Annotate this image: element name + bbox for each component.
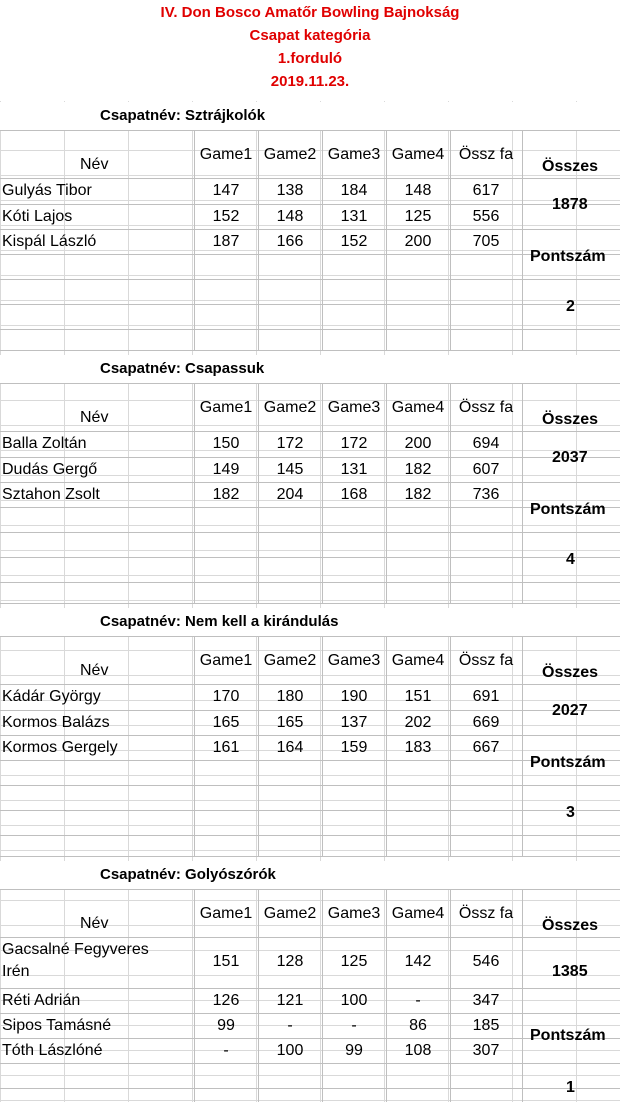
header-total: Összes	[542, 917, 599, 934]
score-cell: 108	[404, 1042, 432, 1059]
header-sum: Össz fa	[458, 146, 514, 163]
sum-cell: 736	[472, 486, 500, 503]
score-cell: 183	[404, 739, 432, 756]
score-cell: 200	[404, 233, 432, 250]
header-game4: Game4	[391, 399, 445, 416]
score-cell: 204	[276, 486, 304, 503]
header-name: Név	[80, 156, 109, 173]
score-cell: 200	[404, 435, 432, 452]
player-name: Dudás Gergő	[2, 461, 98, 478]
score-cell: 172	[340, 435, 368, 452]
championship-title: IV. Don Bosco Amatőr Bowling Bajnokság	[160, 4, 460, 21]
score-cell: 138	[276, 182, 304, 199]
sum-cell: 669	[472, 714, 500, 731]
score-cell: 182	[404, 486, 432, 503]
team-points: 1	[566, 1079, 575, 1096]
score-cell: -	[351, 1017, 357, 1034]
team-name: Sztrájkolók	[185, 107, 266, 124]
header-game1: Game1	[199, 652, 253, 669]
score-cell: 159	[340, 739, 368, 756]
header-name: Név	[80, 915, 109, 932]
score-cell: 145	[276, 461, 304, 478]
header-total: Összes	[542, 664, 599, 681]
header-game1: Game1	[199, 146, 253, 163]
score-cell: -	[223, 1042, 229, 1059]
team-label: Csapatnév:	[100, 613, 181, 630]
score-cell: 164	[276, 739, 304, 756]
category-title: Csapat kategória	[249, 27, 371, 44]
sum-cell: 307	[472, 1042, 500, 1059]
sum-cell: 347	[472, 992, 500, 1009]
player-name: Sipos Tamásné	[2, 1017, 112, 1034]
player-name: Gacsalné Fegyveres	[2, 941, 149, 958]
header-game1: Game1	[199, 905, 253, 922]
score-cell: 125	[340, 953, 368, 970]
header-name: Név	[80, 409, 109, 426]
player-name: Réti Adrián	[2, 992, 81, 1009]
score-cell: 180	[276, 688, 304, 705]
player-name: Tóth Lászlóné	[2, 1042, 103, 1059]
team-title	[0, 608, 620, 636]
score-cell: 137	[340, 714, 368, 731]
player-name: Sztahon Zsolt	[2, 486, 100, 503]
score-table	[0, 889, 620, 1102]
score-cell: 184	[340, 182, 368, 199]
team-title	[0, 355, 620, 383]
points-label: Pontszám	[530, 248, 606, 265]
score-cell: 165	[276, 714, 304, 731]
header-game1: Game1	[199, 399, 253, 416]
team-label: Csapatnév:	[100, 360, 181, 377]
score-table	[0, 636, 620, 856]
score-cell: 151	[404, 688, 432, 705]
score-cell: 125	[404, 208, 432, 225]
sum-cell: 667	[472, 739, 500, 756]
header-game3: Game3	[327, 146, 381, 163]
team-total: 1385	[552, 963, 588, 980]
header-sum: Össz fa	[458, 905, 514, 922]
score-cell: 131	[340, 461, 368, 478]
player-name: Kádár György	[2, 688, 101, 705]
score-cell: 148	[276, 208, 304, 225]
header-game3: Game3	[327, 652, 381, 669]
score-table	[0, 383, 620, 603]
sum-cell: 556	[472, 208, 500, 225]
sum-cell: 705	[472, 233, 500, 250]
score-cell: -	[287, 1017, 293, 1034]
header-game2: Game2	[263, 905, 317, 922]
score-cell: 168	[340, 486, 368, 503]
header-game4: Game4	[391, 652, 445, 669]
team-title	[0, 102, 620, 130]
sum-cell: 185	[472, 1017, 500, 1034]
score-cell: 172	[276, 435, 304, 452]
header-sum: Össz fa	[458, 399, 514, 416]
header-game3: Game3	[327, 399, 381, 416]
sum-cell: 607	[472, 461, 500, 478]
points-label: Pontszám	[530, 754, 606, 771]
sum-cell: 546	[472, 953, 500, 970]
score-cell: 149	[212, 461, 240, 478]
header-game2: Game2	[263, 399, 317, 416]
header-total: Összes	[542, 411, 599, 428]
score-cell: 161	[212, 739, 240, 756]
team-label: Csapatnév:	[100, 866, 181, 883]
player-name: Kormos Balázs	[2, 714, 110, 731]
player-name: Balla Zoltán	[2, 435, 87, 452]
header-game2: Game2	[263, 652, 317, 669]
team-label: Csapatnév:	[100, 107, 181, 124]
score-table	[0, 130, 620, 350]
header-sum: Össz fa	[458, 652, 514, 669]
score-cell: 86	[409, 1017, 427, 1034]
score-cell: 148	[404, 182, 432, 199]
score-cell: 150	[212, 435, 240, 452]
score-cell: 152	[212, 208, 240, 225]
points-label: Pontszám	[530, 1027, 606, 1044]
header-name: Név	[80, 662, 109, 679]
score-cell: 126	[212, 992, 240, 1009]
sum-cell: 691	[472, 688, 500, 705]
player-name: Kóti Lajos	[2, 208, 73, 225]
round-title: 1.forduló	[277, 50, 343, 67]
sum-cell: 694	[472, 435, 500, 452]
player-name: Kispál László	[2, 233, 97, 250]
sum-cell: 617	[472, 182, 500, 199]
team-name: Golyószórók	[185, 866, 276, 883]
team-total: 2027	[552, 702, 588, 719]
team-total: 2037	[552, 449, 588, 466]
score-cell: 128	[276, 953, 304, 970]
score-cell: 165	[212, 714, 240, 731]
score-cell: 166	[276, 233, 304, 250]
score-cell: 190	[340, 688, 368, 705]
score-cell: 202	[404, 714, 432, 731]
header-game4: Game4	[391, 905, 445, 922]
score-cell: 142	[404, 953, 432, 970]
score-cell: 187	[212, 233, 240, 250]
score-cell: 131	[340, 208, 368, 225]
header-game4: Game4	[391, 146, 445, 163]
score-cell: 100	[276, 1042, 304, 1059]
points-label: Pontszám	[530, 501, 606, 518]
team-name: Csapassuk	[185, 360, 265, 377]
score-cell: 152	[340, 233, 368, 250]
team-total: 1878	[552, 196, 588, 213]
page-header	[0, 0, 620, 101]
score-cell: 147	[212, 182, 240, 199]
score-cell: -	[415, 992, 421, 1009]
header-game3: Game3	[327, 905, 381, 922]
score-cell: 99	[345, 1042, 363, 1059]
team-points: 3	[566, 804, 575, 821]
date-title: 2019.11.23.	[270, 73, 350, 90]
team-points: 2	[566, 298, 575, 315]
team-title	[0, 861, 620, 889]
team-points: 4	[566, 551, 575, 568]
player-name-cont: Irén	[2, 963, 30, 980]
team-name: Nem kell a kirándulás	[185, 613, 339, 630]
score-cell: 182	[404, 461, 432, 478]
score-cell: 121	[276, 992, 304, 1009]
header-total: Összes	[542, 158, 599, 175]
player-name: Gulyás Tibor	[2, 182, 92, 199]
score-cell: 99	[217, 1017, 235, 1034]
header-game2: Game2	[263, 146, 317, 163]
score-cell: 170	[212, 688, 240, 705]
score-cell: 100	[340, 992, 368, 1009]
score-cell: 182	[212, 486, 240, 503]
score-cell: 151	[212, 953, 240, 970]
player-name: Kormos Gergely	[2, 739, 118, 756]
